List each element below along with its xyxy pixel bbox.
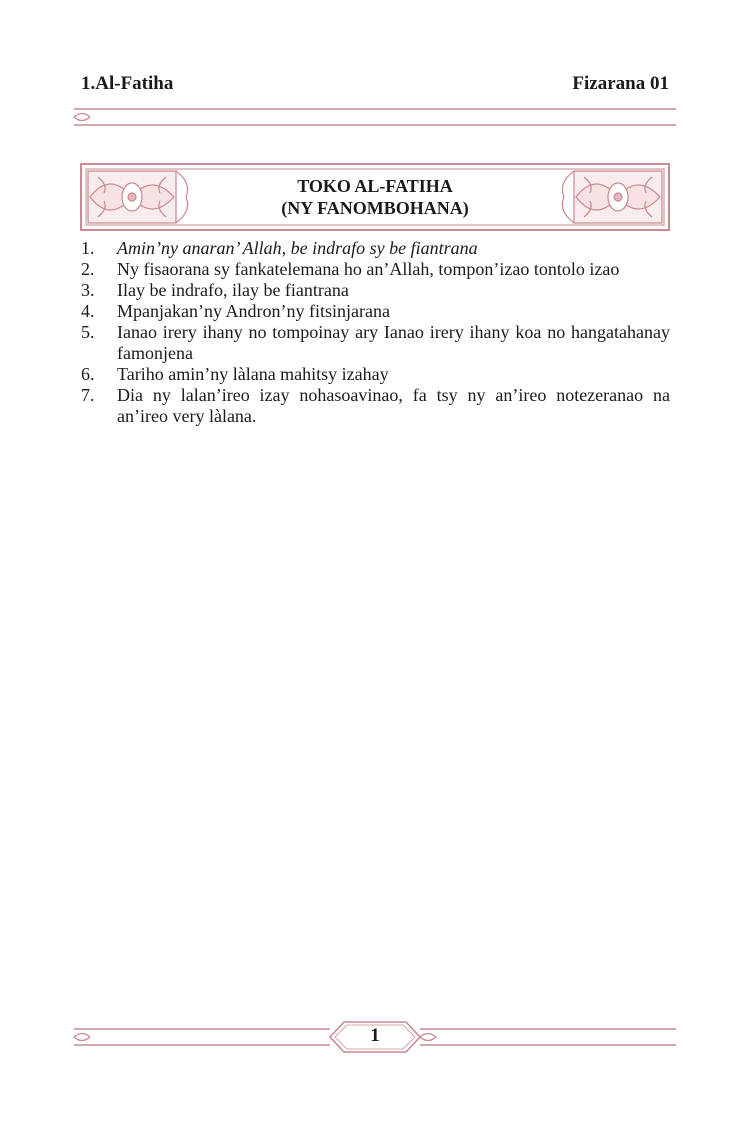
verse-text: Mpanjakan’ny Andron’ny fitsinjarana [117, 301, 390, 321]
verse-text: Dia ny lalan’ireo izay nohasoavinao, fa tsy ny an’ireo notezeranao na an’ireo very làlana. [117, 385, 670, 426]
verse-number: 1. [81, 238, 95, 258]
verse-number: 6. [81, 364, 95, 384]
verse-text: Ny fisaorana sy fankatelemana ho an’Allah, tompon’izao tontolo izao [117, 259, 620, 279]
verse-item [81, 385, 670, 427]
chapter-title: 1.Al-Fatiha [81, 73, 174, 94]
verse-text: Ianao irery ihany no tompoinay ary Ianao irery ihany koa no hangatahanay famonjena [117, 322, 670, 363]
verse-number: 2. [81, 259, 95, 279]
verse-item [81, 280, 670, 301]
verse-number: 5. [81, 322, 95, 342]
verse-item [81, 322, 670, 364]
surah-title [80, 175, 670, 219]
verse-item [81, 364, 670, 385]
verse-list [81, 238, 670, 427]
verse-item [81, 238, 670, 259]
verse-number: 7. [81, 385, 95, 405]
verse-number: 4. [81, 301, 95, 321]
verse-item [81, 259, 670, 280]
surah-title-line-2: (NY FANOMBOHANA) [281, 198, 469, 218]
top-ornamental-border [72, 105, 678, 129]
part-label: Fizarana 01 [572, 73, 669, 94]
verse-text: Amin’ny anaran’ Allah, be indrafo sy be fiantrana [117, 238, 478, 258]
page-number: 1 [370, 1025, 380, 1046]
verse-text: Ilay be indrafo, ilay be fiantrana [117, 280, 349, 300]
surah-title-line-1: TOKO AL-FATIHA [297, 176, 453, 196]
verse-number: 3. [81, 280, 95, 300]
verse-item [81, 301, 670, 322]
verse-text: Tariho amin’ny làlana mahitsy izahay [117, 364, 389, 384]
